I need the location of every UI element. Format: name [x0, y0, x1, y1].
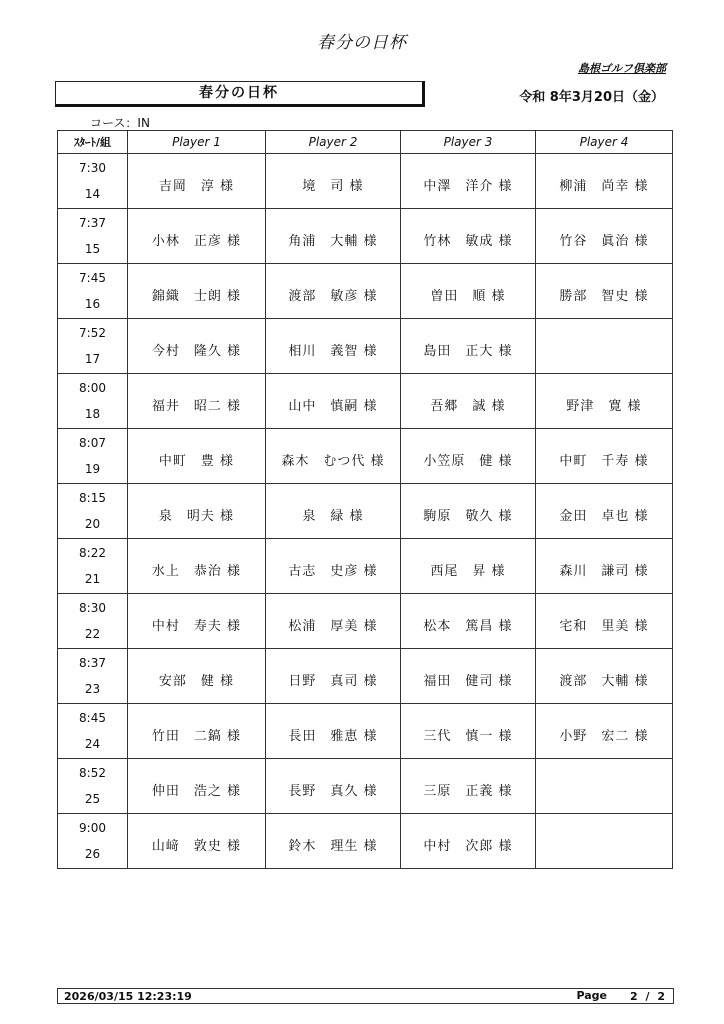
player-cell	[128, 374, 266, 429]
player-name: 山﨑 敦史 様	[151, 838, 242, 854]
player-name: 駒原 敬久 様	[423, 508, 513, 524]
group-number: 21	[84, 572, 101, 586]
player-name: 小笠原 健 様	[423, 453, 513, 469]
player-cell	[536, 429, 673, 484]
table-row	[58, 319, 673, 374]
player-cell	[536, 539, 673, 594]
player-name: 中村 次郎 様	[423, 838, 513, 854]
table-row	[58, 594, 673, 649]
player-name: 渡部 敏彦 様	[288, 288, 378, 304]
table-header-row	[58, 131, 673, 154]
player-name: 三代 慎一 様	[423, 728, 513, 744]
table-row	[58, 264, 673, 319]
player-name: 日野 真司 様	[288, 673, 378, 689]
event-title-box	[55, 81, 425, 107]
player-cell	[536, 374, 673, 429]
column-header-player-3: Player 3	[401, 131, 536, 154]
player-cell	[128, 154, 266, 209]
table-row	[58, 374, 673, 429]
course-label: コース：IN	[90, 116, 150, 130]
player-name: 今村 隆久 様	[151, 343, 242, 359]
player-cell	[266, 759, 401, 814]
start-group-cell	[58, 154, 128, 209]
start-group-cell	[58, 704, 128, 759]
player-cell	[128, 704, 266, 759]
player-cell	[128, 814, 266, 869]
player-name: 長田 雅恵 様	[288, 728, 378, 744]
group-number: 26	[84, 847, 101, 861]
column-header-player-2: Player 2	[266, 131, 401, 154]
player-name: 竹谷 眞治 様	[559, 233, 649, 249]
player-name: 森木 むつ代 様	[281, 453, 385, 469]
player-name: 鈴木 理生 様	[288, 838, 378, 854]
player-name: 長野 真久 様	[288, 783, 378, 799]
start-time: 8:30	[79, 601, 106, 615]
player-cell	[266, 264, 401, 319]
player-name: 小林 正彦 様	[151, 233, 242, 249]
player-cell	[128, 209, 266, 264]
start-time: 7:52	[79, 326, 106, 340]
start-time: 8:07	[79, 436, 106, 450]
start-group-cell	[58, 484, 128, 539]
player-name: 曽田 順 様	[430, 288, 506, 304]
player-cell	[401, 594, 536, 649]
player-cell	[128, 594, 266, 649]
table-row	[58, 759, 673, 814]
player-name: 中町 豊 様	[158, 453, 235, 469]
player-cell	[266, 649, 401, 704]
player-cell	[128, 539, 266, 594]
player-cell	[266, 814, 401, 869]
player-name: 吾郷 誠 様	[430, 398, 506, 414]
start-group-cell	[58, 209, 128, 264]
table-row	[58, 814, 673, 869]
player-name: 宅和 里美 様	[559, 618, 649, 634]
group-number: 19	[84, 462, 101, 476]
start-time: 8:52	[79, 766, 106, 780]
player-name: 柳浦 尚幸 様	[559, 178, 649, 194]
player-cell	[536, 264, 673, 319]
player-name: 島田 正大 様	[423, 343, 513, 359]
club-name: 島根ゴルフ倶楽部	[578, 62, 666, 75]
table-body	[58, 154, 673, 869]
player-name: 渡部 大輔 様	[559, 673, 649, 689]
player-cell	[266, 319, 401, 374]
player-name: 三原 正義 様	[423, 783, 513, 799]
start-group-cell	[58, 374, 128, 429]
group-number: 23	[84, 682, 101, 696]
player-cell	[401, 814, 536, 869]
group-number: 17	[84, 352, 101, 366]
player-name: 水上 恭治 様	[151, 563, 242, 579]
player-cell	[536, 814, 673, 869]
player-cell	[128, 429, 266, 484]
player-cell	[128, 484, 266, 539]
group-number: 20	[84, 517, 101, 531]
player-name: 泉 明夫 様	[158, 508, 235, 524]
player-name: 竹林 敏成 様	[423, 233, 513, 249]
player-cell	[266, 154, 401, 209]
player-name: 小野 宏二 様	[559, 728, 649, 744]
player-name: 福井 昭二 様	[151, 398, 242, 414]
footer	[57, 988, 674, 1004]
start-time: 8:15	[79, 491, 106, 505]
player-cell	[401, 759, 536, 814]
start-time: 7:30	[79, 161, 106, 175]
table-row	[58, 539, 673, 594]
player-name: 中村 寿夫 様	[151, 618, 242, 634]
table-row	[58, 704, 673, 759]
player-cell	[266, 374, 401, 429]
column-header-player-4: Player 4	[536, 131, 673, 154]
start-group-cell	[58, 814, 128, 869]
group-number: 25	[84, 792, 101, 806]
player-cell	[128, 759, 266, 814]
player-name: 吉岡 淳 様	[158, 178, 235, 194]
player-cell	[536, 154, 673, 209]
player-cell	[266, 429, 401, 484]
player-cell	[401, 649, 536, 704]
start-time: 8:22	[79, 546, 106, 560]
player-name: 中澤 洋介 様	[423, 178, 513, 194]
start-time: 9:00	[79, 821, 106, 835]
print-timestamp: 2026/03/15 12:23:19	[64, 990, 192, 1003]
player-name: 泉 緑 様	[302, 508, 364, 524]
player-name: 中町 千寿 様	[559, 453, 649, 469]
player-cell	[401, 264, 536, 319]
player-name: 野津 寛 様	[566, 398, 642, 414]
table-row	[58, 484, 673, 539]
player-cell	[266, 539, 401, 594]
start-group-cell	[58, 264, 128, 319]
page-label: Page	[576, 989, 607, 1002]
start-group-cell	[58, 319, 128, 374]
start-time: 7:45	[79, 271, 106, 285]
player-name: 西尾 昇 様	[430, 563, 506, 579]
player-name: 仲田 浩之 様	[151, 783, 242, 799]
player-cell	[536, 484, 673, 539]
player-name: 境 司 様	[302, 178, 364, 194]
event-date: 令和 8年3月20日（金）	[519, 90, 664, 105]
table-row	[58, 209, 673, 264]
group-number: 22	[84, 627, 101, 641]
player-cell	[401, 374, 536, 429]
tee-time-table	[57, 130, 673, 869]
player-name: 錦織 士朗 様	[151, 288, 242, 304]
start-group-cell	[58, 759, 128, 814]
table-row	[58, 429, 673, 484]
player-cell	[536, 319, 673, 374]
player-name: 古志 史彦 様	[288, 563, 378, 579]
page-number: 2 / 2	[630, 990, 667, 1003]
player-cell	[401, 429, 536, 484]
player-cell	[266, 704, 401, 759]
document-title: 春分の日杯	[317, 33, 407, 53]
player-cell	[401, 484, 536, 539]
group-number: 16	[84, 297, 101, 311]
player-cell	[128, 319, 266, 374]
start-time: 8:37	[79, 656, 106, 670]
table-row	[58, 154, 673, 209]
player-cell	[266, 484, 401, 539]
player-name: 松本 篤昌 様	[423, 618, 513, 634]
player-name: 角浦 大輔 様	[288, 233, 378, 249]
player-cell	[536, 649, 673, 704]
group-number: 14	[84, 187, 101, 201]
group-number: 15	[84, 242, 101, 256]
player-cell	[128, 649, 266, 704]
player-cell	[401, 539, 536, 594]
player-name: 竹田 二鎬 様	[151, 728, 242, 744]
player-cell	[401, 154, 536, 209]
start-group-cell	[58, 539, 128, 594]
start-group-cell	[58, 594, 128, 649]
event-title: 春分の日杯	[199, 85, 279, 101]
player-name: 森川 謙司 様	[559, 563, 649, 579]
player-name: 福田 健司 様	[423, 673, 513, 689]
player-name: 山中 慎嗣 様	[288, 398, 378, 414]
start-group-cell	[58, 649, 128, 704]
player-cell	[128, 264, 266, 319]
player-cell	[266, 209, 401, 264]
player-cell	[536, 759, 673, 814]
start-time: 8:45	[79, 711, 106, 725]
player-cell	[266, 594, 401, 649]
player-name: 松浦 厚美 様	[288, 618, 378, 634]
player-name: 相川 義智 様	[288, 343, 378, 359]
player-cell	[536, 704, 673, 759]
player-name: 金田 卓也 様	[559, 508, 649, 524]
player-cell	[401, 209, 536, 264]
player-name: 勝部 智史 様	[559, 288, 649, 304]
column-header-player-1: Player 1	[128, 131, 266, 154]
table-row	[58, 649, 673, 704]
player-cell	[536, 594, 673, 649]
group-number: 24	[84, 737, 101, 751]
player-cell	[401, 319, 536, 374]
start-group-cell	[58, 429, 128, 484]
group-number: 18	[84, 407, 101, 421]
column-header-start-group: ｽﾀｰﾄ/組	[58, 131, 128, 154]
start-time: 7:37	[79, 216, 106, 230]
player-cell	[536, 209, 673, 264]
player-name: 安部 健 様	[158, 673, 235, 689]
player-cell	[401, 704, 536, 759]
start-time: 8:00	[79, 381, 106, 395]
